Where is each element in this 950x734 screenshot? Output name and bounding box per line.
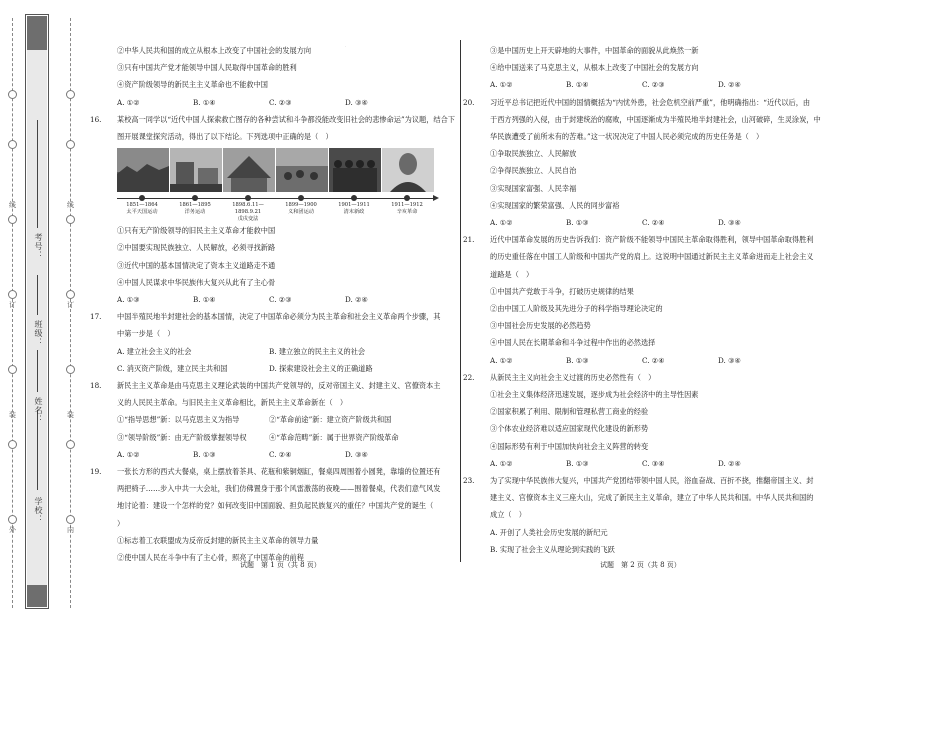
q19-line-2: 两把椅子……步入中共一大会址，我们仿佛置身于那个风雷激荡的夜晚——围着餐桌，代表们意气风发: [117, 484, 441, 494]
q16-photo-strip: [107, 148, 457, 192]
q16-option-c[interactable]: C. ②③: [269, 295, 292, 305]
q20-item-3: ③实现国家富强、人民幸福: [490, 183, 577, 193]
q18-option-c[interactable]: C. ②④: [269, 449, 292, 459]
class-label: 班级：: [34, 320, 43, 347]
photo-late-qing: [329, 148, 381, 192]
q18-stem: 18. 新民主主义革命是由马克思主义理论武装的中国共产党领导的，反对帝国主义、封建主义、官僚资本主: [90, 381, 441, 391]
punch-hole: [66, 515, 75, 524]
q22-line-1: 从新民主主义向社会主义过渡的历史必然性有（ ）: [490, 372, 656, 382]
q22-item-1: ①社会主义集体经济迅速发展，逐步成为社会经济中的主导性因素: [490, 390, 699, 400]
q21-option-b[interactable]: B. ①③: [566, 355, 589, 365]
page-footer-1: 试题 第 1 页（共 8 页）: [240, 561, 321, 569]
timeline-label: 1851—1864 太平天国运动: [126, 202, 158, 216]
q18-options: [107, 446, 457, 463]
page-footer-2: 试题 第 2 页（共 8 页）: [600, 561, 681, 569]
q16-item-2: ②中国要实现民族独立、人民解放，必须寻找新路: [117, 243, 276, 253]
name-field-line[interactable]: [37, 350, 38, 392]
right-column: [463, 42, 840, 558]
q21-option-c[interactable]: C. ②④: [642, 355, 665, 365]
q18-item-1: ①“指导思想”新：以马克思主义为指导: [117, 415, 240, 425]
q15-option-a[interactable]: A. ①②: [117, 97, 140, 107]
q23-stem: 23. 为了实现中华民族伟大复兴，中国共产党团结带领中国人民，浴血奋战、百折不挠，推翻帝国主义、封: [463, 476, 814, 486]
q17-option-b[interactable]: B. 建立独立的民主主义的社会: [269, 346, 366, 356]
punch-hole: [66, 215, 75, 224]
q20-line-3: 华民族遭受了前所未有的苦难。”这一状况决定了中国人民必须完成的历史任务是（ ）: [490, 132, 764, 142]
q23-line-2: 建主义、官僚资本主义三座大山，完成了新民主主义革命，建立了中华人民共和国。中华人民共和国的: [490, 493, 814, 503]
photo-westernization: [170, 148, 222, 192]
q19-item-4: ④给中国送来了马克思主义，从根本上改变了中国社会的发展方向: [490, 63, 699, 73]
q21-item-1: ①中国共产党敢于斗争，打破历史规律的结果: [490, 286, 634, 296]
punch-hole: [66, 140, 75, 149]
q19-line-3: 地讨论着：建设一个怎样的党？如何改变旧中国面貌、担负起民族复兴的重任？中国共产党的诞生（: [117, 501, 434, 511]
q18-line-1: 新民主主义革命是由马克思主义理论武装的中国共产党领导的，反对帝国主义、封建主义、官僚资本主: [117, 381, 441, 391]
q22-item-2: ②国家积累了利用、限制和管理私营工商业的经验: [490, 407, 649, 417]
q20-item-2: ②争得民族独立、人民自治: [490, 166, 577, 176]
binding-mark: 线: [67, 201, 74, 209]
punch-hole: [8, 365, 17, 374]
q15-item-3: ③只有中国共产党才能领导中国人民取得中国革命的胜利: [117, 63, 297, 73]
timeline-axis: [117, 198, 435, 199]
exam-number-field-line[interactable]: [37, 120, 38, 228]
q21-option-a[interactable]: A. ①②: [490, 355, 513, 365]
q19-item-2: ②使中国人民在斗争中有了主心骨，照亮了中国革命的前程: [117, 553, 304, 563]
q17-options-row-2: [107, 360, 457, 377]
q18-item-2: ②“革命前途”新：建立资产阶级共和国: [269, 415, 392, 425]
q16-item-3: ③近代中国的基本国情决定了资本主义道路走不通: [117, 260, 276, 270]
timeline-arrow: [433, 195, 439, 201]
q23-option-a[interactable]: A. 开创了人类社会历史发展的新纪元: [490, 527, 608, 537]
q23-line-1: 为了实现中华民族伟大复兴，中国共产党团结带领中国人民，浴血奋战、百折不挠，推翻帝国主义、封: [490, 476, 814, 486]
q18-item-4: ④“革命范畴”新：属于世界资产阶级革命: [269, 432, 399, 442]
school-label: 学校：: [34, 497, 43, 524]
q22-item-3: ③个体农业经济难以适应国家现代化建设的新形势: [490, 424, 649, 434]
q15-item-4: ④资产阶级领导的新民主主义革命也不能救中国: [117, 80, 268, 90]
q19-option-b[interactable]: B. ①④: [566, 80, 589, 90]
q22-options: [480, 455, 840, 472]
q21-item-4: ④中国人民在长期革命和斗争过程中作出的必然选择: [490, 338, 656, 348]
q16-option-a[interactable]: A. ①③: [117, 295, 140, 305]
q20-line-2: 于西方列强的入侵，由于封建统治的腐败，中国逐渐成为半殖民地半封建社会，山河破碎，生灵涂炭，中: [490, 114, 821, 124]
q19-stem: 19. 一张长方形的西式大餐桌，桌上摆放着茶具、花瓶和紫铜烟缸，餐桌四周围着小圆凳，靠墙的位置还有: [90, 467, 441, 477]
punch-hole: [8, 290, 17, 299]
q22-item-4: ④国际形势有利于中国加快向社会主义阵营的转变: [490, 441, 649, 451]
q16-options: [107, 291, 457, 308]
q19-option-a[interactable]: A. ①②: [490, 80, 513, 90]
q17-line-1: 中国半殖民地半封建社会的基本国情，决定了中国革命必须分为民主革命和社会主义革命两个步骤，其: [117, 312, 441, 322]
q16-option-d[interactable]: D. ②④: [345, 295, 368, 305]
q22-option-d[interactable]: D. ②④: [718, 458, 741, 468]
q21-stem: 21. 近代中国革命发展的历史告诉我们：资产阶级不能领导中国民主革命取得胜利，领导中国革命取得胜利: [463, 235, 814, 245]
q21-line-2: 的历史重任落在中国工人阶级和中国共产党的肩上。这说明中国通过新民主主义革命进而走上社会主义: [490, 252, 814, 262]
punch-hole: [8, 140, 17, 149]
timeline-point: [351, 195, 357, 201]
q17-option-a[interactable]: A. 建立社会主义的社会: [117, 346, 192, 356]
q23-line-3: 成立（ ）: [490, 510, 526, 520]
q17-options-row-1: [107, 343, 457, 360]
q23-option-b[interactable]: B. 实现了社会主义从理论到实践的飞跃: [490, 544, 615, 554]
q16-stem: 16. 某校高一同学以“近代中国人探索救亡图存的各种尝试和斗争都没能改变旧社会的悲惨命运”为议题，结合下: [90, 114, 455, 124]
left-column: [90, 42, 457, 566]
photo-boxer: [276, 148, 328, 192]
photo-reform: [223, 148, 275, 192]
binding-mark: 内: [67, 526, 74, 534]
q18-option-a[interactable]: A. ①②: [117, 449, 140, 459]
binding-mark: 订: [67, 301, 74, 309]
q22-option-c[interactable]: C. ③④: [642, 458, 665, 468]
q21-option-d[interactable]: D. ③④: [718, 355, 741, 365]
q15-options: [107, 94, 457, 111]
q19-options: [480, 76, 840, 93]
timeline-point: [404, 195, 410, 201]
q15-option-c[interactable]: C. ②③: [269, 97, 292, 107]
q17-option-c[interactable]: C. 消灭资产阶级，建立民主共和国: [117, 363, 228, 373]
punch-hole: [66, 365, 75, 374]
q16-line-1: 某校高一同学以“近代中国人探索救亡图存的各种尝试和斗争都没能改变旧社会的悲惨命运”为议题，结合下: [117, 114, 455, 124]
punch-hole: [66, 440, 75, 449]
timeline-label: 1901—1911 清末新政: [338, 202, 370, 216]
q22-option-a[interactable]: A. ①②: [490, 458, 513, 468]
q16-timeline: [117, 192, 435, 222]
q16-item-1: ①只有无产阶级领导的旧民主主义革命才能救中国: [117, 226, 276, 236]
q19-item-3: ③是中国历史上开天辟地的大事件，中国革命的面貌从此焕然一新: [490, 46, 699, 55]
q16-option-b[interactable]: B. ①④: [193, 295, 216, 305]
binding-mark: 线: [9, 201, 16, 209]
q20-item-4: ④实现国家的繁荣富强、人民的同步富裕: [490, 200, 620, 210]
class-field-line[interactable]: [37, 275, 38, 315]
timeline-point: [192, 195, 198, 201]
scan-dot: ·: [345, 44, 347, 49]
photo-taiping: [117, 148, 169, 192]
q16-item-4: ④中国人民谋求中华民族伟大复兴从此有了主心骨: [117, 277, 276, 287]
binding-mark: 装: [9, 411, 16, 419]
punch-hole: [8, 215, 17, 224]
timeline-label: 1911—1912 辛亥革命: [391, 202, 423, 216]
q21-item-3: ③中国社会历史发展的必然趋势: [490, 321, 591, 331]
q20-option-b[interactable]: B. ①③: [566, 218, 589, 228]
exam-number-label: 考号：: [34, 233, 43, 260]
q18-option-b[interactable]: B. ①③: [193, 449, 216, 459]
punch-hole: [8, 515, 17, 524]
name-label: 姓名：: [34, 397, 43, 424]
binding-mark: 外: [9, 526, 16, 534]
q19-option-d[interactable]: D. ②④: [718, 80, 741, 90]
q20-option-c[interactable]: C. ②④: [642, 218, 665, 228]
q18-line-2: 义的人民民主革命。与旧民主主义革命相比，新民主主义革命新在（ ）: [117, 398, 348, 408]
binding-mark: 订: [9, 301, 16, 309]
q20-options: [480, 214, 840, 231]
q15-item-2: ②中华人民共和国的成立从根本上改变了中国社会的发展方向: [117, 46, 312, 55]
q18-items-row-2: [107, 429, 457, 446]
q20-item-1: ①争取民族独立、人民解放: [490, 149, 577, 159]
q17-line-2: 中第一步是（ ）: [117, 329, 175, 339]
q21-options: [480, 352, 840, 369]
q16-line-2: 图开展课堂探究活动，得出了以下结论。下列选项中正确的是（ ）: [117, 132, 333, 142]
q20-option-d[interactable]: D. ③④: [718, 218, 741, 228]
q20-stem: 20. 习近平总书记把近代中国的国情概括为“内忧外患，社会危机空前严重”，他明确指出：“近代以后，由: [463, 97, 811, 107]
q19-option-c[interactable]: C. ②③: [642, 80, 665, 90]
column-divider: [460, 40, 461, 562]
q21-line-1: 近代中国革命发展的历史告诉我们：资产阶级不能领导中国民主革命取得胜利，领导中国革命取得胜利: [490, 235, 814, 245]
q20-line-1: 习近平总书记把近代中国的国情概括为“内忧外患，社会危机空前严重”，他明确指出：“近代以后，由: [490, 97, 811, 107]
photo-sun-yat-sen: [382, 148, 434, 192]
q18-items-row-1: [107, 411, 457, 428]
punch-hole: [8, 90, 17, 99]
punch-hole: [66, 290, 75, 299]
timeline-label: 1899—1900 义和团运动: [285, 202, 317, 216]
punch-hole: [8, 440, 17, 449]
q17-stem: 17. 中国半殖民地半封建社会的基本国情，决定了中国革命必须分为民主革命和社会主义革命两个步骤，其: [90, 312, 441, 322]
q19-item-1: ①标志着工农联盟成为反帝反封建的新民主主义革命的领导力量: [117, 535, 319, 545]
q15-option-d[interactable]: D. ③④: [345, 97, 368, 107]
timeline-point: [139, 195, 145, 201]
q17-option-d[interactable]: D. 探索建设社会主义的正确道路: [269, 363, 373, 373]
q21-item-2: ②由中国工人阶级及其先进分子的科学指导理论决定的: [490, 304, 663, 314]
timeline-point: [298, 195, 304, 201]
q18-option-d[interactable]: D. ③④: [345, 449, 368, 459]
q19-line-1: 一张长方形的西式大餐桌，桌上摆放着茶具、花瓶和紫铜烟缸，餐桌四周围着小圆凳，靠墙的位置还有: [117, 467, 441, 477]
timeline-point: [245, 195, 251, 201]
q20-option-a[interactable]: A. ①②: [490, 218, 513, 228]
q15-option-b[interactable]: B. ①④: [193, 97, 216, 107]
q21-line-3: 道路是（ ）: [490, 269, 534, 279]
q19-line-4: ）: [117, 518, 125, 528]
timeline-label: 1898.6.11—1898.9.21 戊戌变法: [232, 202, 264, 223]
q22-stem: 22. 从新民主主义向社会主义过渡的历史必然性有（ ）: [463, 372, 656, 382]
punch-hole: [66, 90, 75, 99]
binding-mark: 装: [67, 411, 74, 419]
q22-option-b[interactable]: B. ①③: [566, 458, 589, 468]
q18-item-3: ③“领导阶级”新：由无产阶级掌握领导权: [117, 432, 247, 442]
timeline-label: 1861—1895 洋务运动: [179, 202, 211, 216]
